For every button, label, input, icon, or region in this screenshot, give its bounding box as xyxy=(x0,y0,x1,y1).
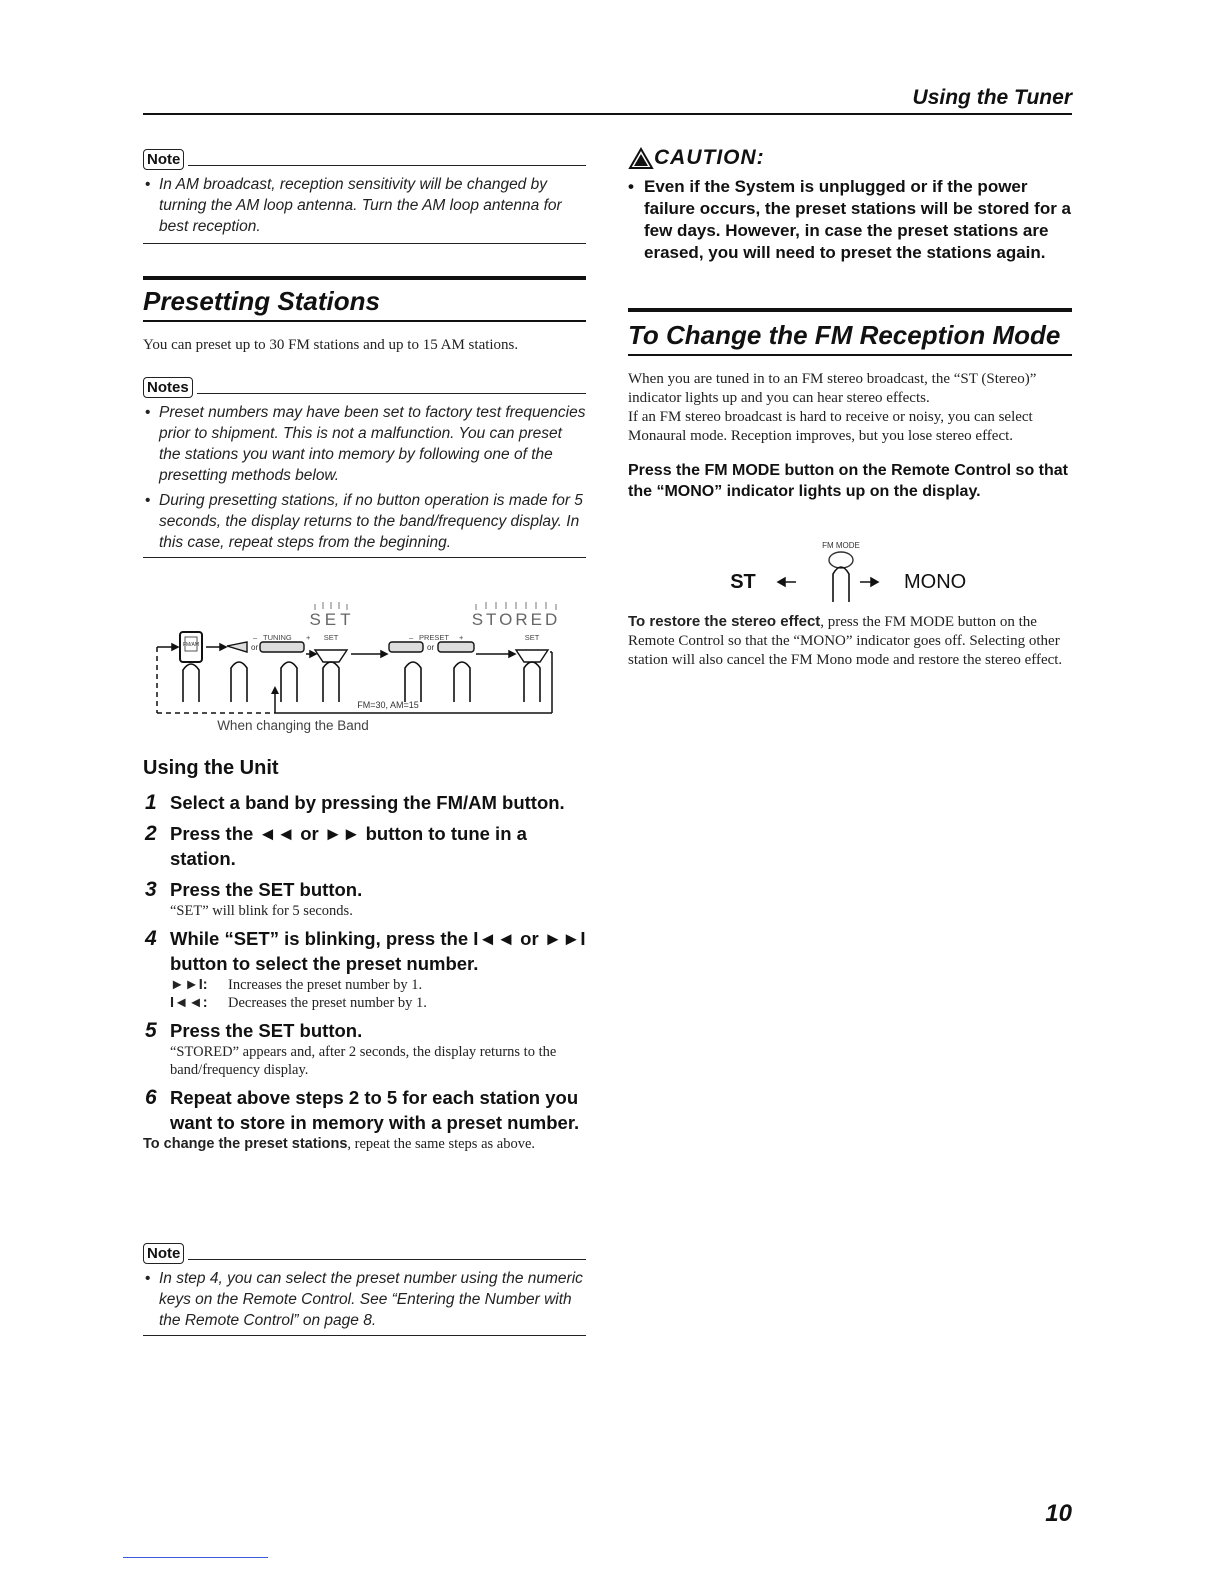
svg-text:MONO: MONO xyxy=(904,571,967,593)
step-5: 5 Press the SET button. “STORED” appears and, after 2 seconds, the display returns to the band/frequency display. xyxy=(145,1019,557,1078)
notes-icon: Notes xyxy=(143,377,193,398)
svg-text:–: – xyxy=(253,633,258,642)
svg-text:FM=30, AM=15: FM=30, AM=15 xyxy=(357,700,419,710)
fm-mode-paragraph: When you are tuned in to an FM stereo broadcast, the “ST (Stereo)” indicator lights up and you can hear stereo effects. xyxy=(628,371,1037,406)
display-set xyxy=(309,602,354,629)
svg-text:+: + xyxy=(306,633,311,642)
svg-text:ST: ST xyxy=(730,571,756,593)
note-item: • In step 4, you can select the preset number using the numeric keys on the Remote Control. See “Entering the Number with the Remote Control” on page 8. xyxy=(143,1268,586,1331)
note-box-antenna xyxy=(143,142,586,244)
note-item: • Preset numbers may have been set to factory test frequencies prior to shipment. This is not a malfunction. You can preset the stations you want into memory by following one of the presetting methods below. xyxy=(143,402,586,486)
caution-hand-icon xyxy=(628,146,654,170)
step-2: 2 Press the ◄◄ or ►► button to tune in a station. xyxy=(145,822,527,869)
section-title: To Change the FM Reception Mode xyxy=(628,320,1061,350)
running-title: Using the Tuner xyxy=(912,86,1072,109)
note-item: • In AM broadcast, reception sensitivity will be changed by turning the AM loop antenna. Turn the AM loop antenna for best reception. xyxy=(143,174,586,237)
note-box-numeric-keys xyxy=(143,1236,586,1336)
svg-text:SET: SET xyxy=(524,633,540,642)
svg-text:FM MODE: FM MODE xyxy=(822,541,860,550)
svg-text:or: or xyxy=(251,643,259,652)
svg-text:or: or xyxy=(427,643,435,652)
using-unit-section xyxy=(143,757,586,1153)
caution-text: • Even if the System is unplugged or if the power failure occurs, the preset stations will be stored for a few days. However, in case the preset stations are erased, you will need to preset the stations again. xyxy=(628,176,1072,264)
fm-mode-section xyxy=(628,308,1072,502)
note-icon: Note xyxy=(143,149,184,170)
step-1: 1 Select a band by pressing the FM/AM button. xyxy=(145,791,565,814)
presetting-intro: You can preset up to 30 FM stations and up to 15 AM stations. xyxy=(143,337,519,353)
page-number: 10 xyxy=(1045,1500,1072,1527)
svg-text:+: + xyxy=(459,633,464,642)
display-stored xyxy=(472,602,561,629)
subsection-heading: Using the Unit xyxy=(143,757,279,779)
presetting-section xyxy=(143,276,586,355)
preset-procedure-diagram xyxy=(143,592,586,742)
svg-text:–: – xyxy=(409,633,414,642)
step-4: 4 While “SET” is blinking, press the I◄◄ or ►►I button to select the preset number. ►►I: Increases the preset number by 1. I◄◄: Decreases the preset number by 1. xyxy=(145,927,586,1011)
caution-box xyxy=(628,146,1072,264)
fm-mode-instruction: Press the FM MODE button on the Remote Control so that the “MONO” indicator lights up on the display. xyxy=(628,462,1068,500)
svg-text:SET: SET xyxy=(309,610,355,629)
svg-text:STORED: STORED xyxy=(471,610,561,629)
footer-link-line xyxy=(123,1557,268,1558)
restore-stereo-text: To restore the stereo effect, press the FM MODE button on the Remote Control so that the “MONO” indicator goes off. Selecting other station will also cancel the FM Mono mode and restore the stereo effect. xyxy=(628,613,1063,668)
header-rule xyxy=(143,113,1072,115)
svg-text:When changing the Band: When changing the Band xyxy=(217,718,369,733)
fm-mode-paragraph: If an FM stereo broadcast is hard to receive or noisy, you can select Monaural mode. Reception improves, but you lose stereo effect. xyxy=(628,409,1033,444)
caution-title: CAUTION: xyxy=(654,146,765,169)
svg-text:TUNING: TUNING xyxy=(263,633,292,642)
fm-mode-diagram xyxy=(628,536,1072,610)
note-icon: Note xyxy=(143,1243,184,1264)
step-6: 6 Repeat above steps 2 to 5 for each station you want to store in memory with a preset number. xyxy=(145,1086,580,1133)
section-title: Presetting Stations xyxy=(143,286,380,316)
change-preset-text: To change the preset stations, repeat the same steps as above. xyxy=(143,1136,536,1152)
svg-text:FM/AM: FM/AM xyxy=(182,642,200,648)
step-3: 3 Press the SET button. “SET” will blink for 5 seconds. xyxy=(145,878,363,919)
note-item: • During presetting stations, if no button operation is made for 5 seconds, the display returns to the band/frequency display. In this case, repeat steps from the beginning. xyxy=(143,490,586,553)
svg-text:PRESET: PRESET xyxy=(419,633,450,642)
note-box-presetting xyxy=(143,370,586,558)
svg-text:SET: SET xyxy=(323,633,339,642)
